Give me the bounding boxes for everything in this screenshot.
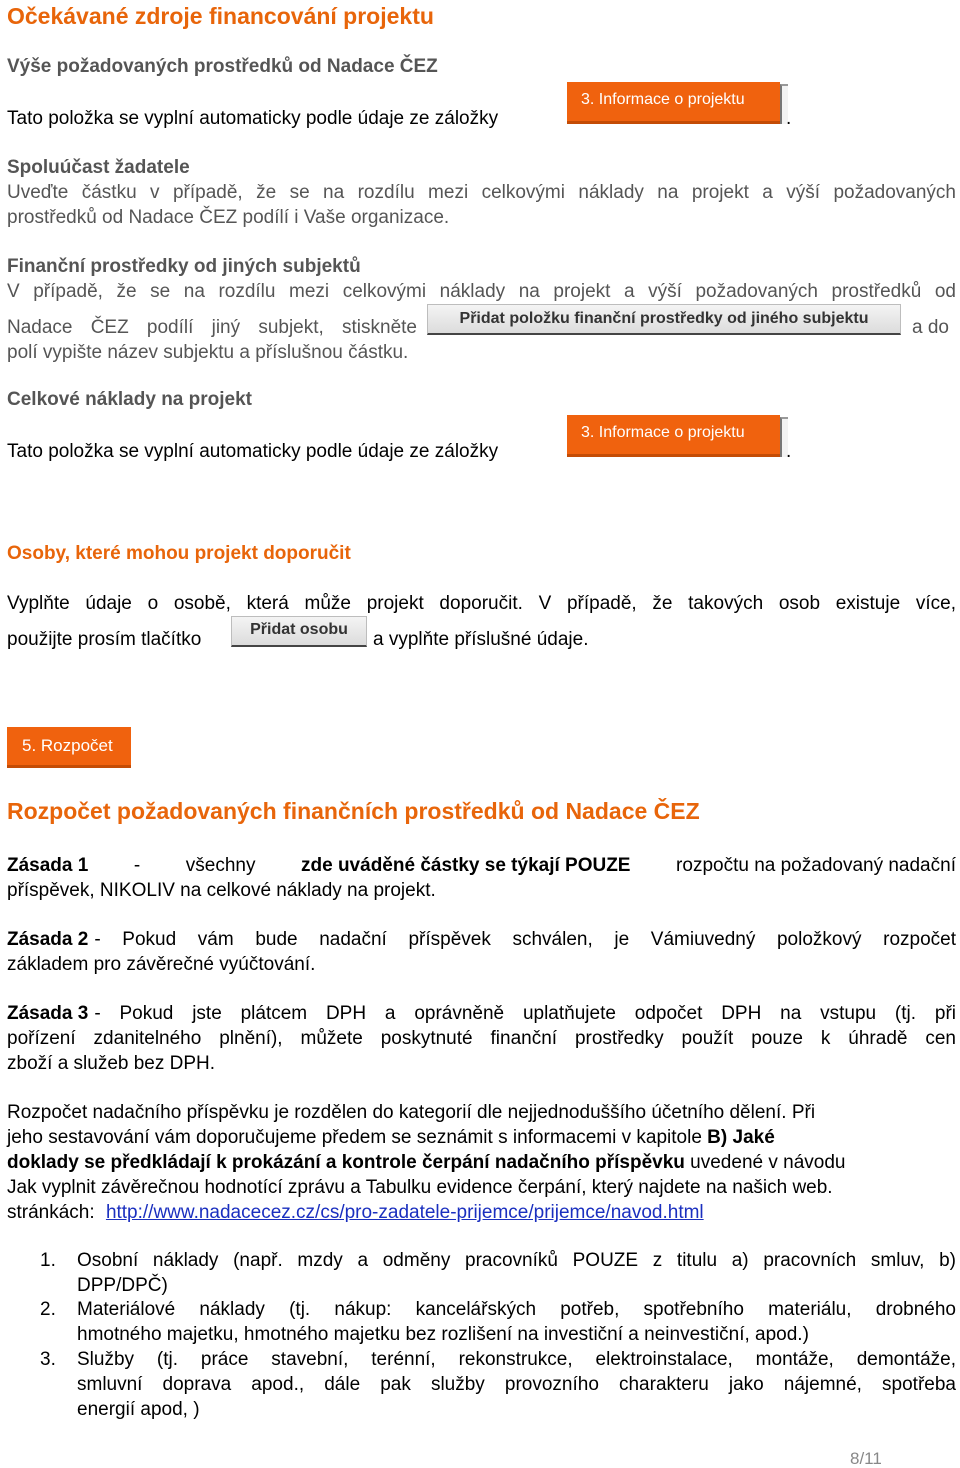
other-sources-line-1: V případě, že se na rozdílu mezi celkovými náklady na projekt a výší požadovaných prostředků od <box>7 281 956 302</box>
period-1: . <box>786 108 792 129</box>
rule-3-label: Zásada 3 <box>7 1003 89 1024</box>
budget-para-line-2-bold: B) Jaké <box>707 1127 775 1148</box>
rule-2-text: - Pokud vám bude nadační příspěvek schválen, je Vámiuvedný položkový rozpočet <box>94 929 956 950</box>
cofinance-line-1: Uveďte částku v případě, že se na rozdílu mezi celkovými náklady na projekt a výší požadovaných <box>7 182 956 203</box>
budget-para-line-5 <box>7 1200 704 1225</box>
list-item-1-line-2: DPP/DPČ) <box>77 1275 168 1296</box>
budget-para-line-3-bold: doklady se předkládají k prokázání a kontrole čerpání nadačního příspěvku <box>7 1152 685 1173</box>
budget-para-line-4: Jak vyplnit závěrečnou hodnotící zprávu a Tabulku evidence čerpání, který najdete na našich web. <box>7 1177 833 1198</box>
navod-link[interactable]: http://www.nadacecez.cz/cs/pro-zadatele-prijemce/prijemce/navod.html <box>105 1202 704 1223</box>
period-2: . <box>786 441 792 462</box>
requested-heading: Výše požadovaných prostředků od Nadace ČEZ <box>7 56 438 77</box>
rule-2-line-2: základem pro závěrečné vyúčtování. <box>7 954 316 975</box>
tab-rozpocet[interactable]: 5. Rozpočet <box>7 727 131 768</box>
rule-3-line-2: pořízení zdanitelného plnění), můžete poskytnuté finanční prostředky použít pouze k úhradě cen <box>7 1028 956 1049</box>
list-item-2-line-1: Materiálové náklady (tj. nákup: kancelářských potřeb, spotřebního materiálu, drobného <box>77 1299 956 1320</box>
recommenders-line-2: použijte prosím tlačítko <box>7 629 202 650</box>
rule-1-line-1 <box>7 853 956 878</box>
recommenders-line-1: Vyplňte údaje o osobě, která může projekt doporučit. V případě, že takových osob existuje více, <box>7 593 956 614</box>
budget-para-line-2-text: jeho sestavování vám doporučujeme předem se seznámit s informacemi v kapitole <box>7 1127 702 1148</box>
section-title-budget: Rozpočet požadovaných finančních prostředků od Nadace ČEZ <box>7 798 700 824</box>
rule-1-line-2: příspěvek, NIKOLIV na celkové náklady na projekt. <box>7 880 436 901</box>
tab-informace-o-projektu-2[interactable]: 3. Informace o projektu <box>567 415 780 457</box>
section-title-recommenders: Osoby, které mohou projekt doporučit <box>7 543 351 564</box>
budget-para-line-2 <box>7 1125 775 1150</box>
other-sources-heading: Finanční prostředky od jiných subjektů <box>7 256 361 277</box>
rule-1-text-a: všechny <box>185 855 256 876</box>
add-person-button[interactable]: Přidat osobu <box>231 616 367 647</box>
list-item-2-line-2: hmotného majetku, hmotného majetku bez rozlišení na investiční a neinvestiční, apod.) <box>77 1324 809 1345</box>
section-title-financing: Očekávané zdroje financování projektu <box>7 3 434 29</box>
recommenders-line-2-end: a vyplňte příslušné údaje. <box>373 629 589 650</box>
other-sources-line-2-end: a do <box>912 317 949 338</box>
rule-3-line-3: zboží a služeb bez DPH. <box>7 1053 216 1074</box>
page-number: 8/11 <box>850 1449 882 1468</box>
rule-2-line-1 <box>7 927 956 952</box>
rule-3-text: - Pokud jste plátcem DPH a oprávněně uplatňujete odpočet DPH na vstupu (tj. při <box>94 1003 956 1024</box>
other-sources-line-3: polí vypište název subjektu a příslušnou částku. <box>7 342 409 363</box>
list-item-3-line-3: energií apod, ) <box>77 1399 200 1420</box>
total-costs-heading: Celkové náklady na projekt <box>7 389 252 410</box>
budget-para-line-5-text: stránkách: <box>7 1202 95 1223</box>
list-item-3-line-2: smluvní doprava apod., dále pak služby provozního charakteru jako nájemné, spotřeba <box>77 1374 956 1395</box>
list-item-1-line-1: Osobní náklady (např. mzdy a odměny pracovníků POUZE z titulu a) pracovních smluv, b) <box>77 1250 956 1271</box>
rule-1-label: Zásada 1 <box>7 855 89 876</box>
tab-informace-o-projektu-1[interactable]: 3. Informace o projektu <box>567 82 780 124</box>
list-item-1-num: 1. <box>40 1250 56 1271</box>
rule-3-line-1 <box>7 1001 956 1026</box>
cofinance-line-2: prostředků od Nadace ČEZ podílí i Vaše organizace. <box>7 207 450 228</box>
rule-1-dash: - <box>133 855 141 876</box>
rule-1-text-c: rozpočtu na požadovaný nadační <box>676 855 956 876</box>
list-item-3-num: 3. <box>40 1349 56 1370</box>
budget-para-line-3 <box>7 1150 845 1175</box>
other-sources-line-2: Nadace ČEZ podílí jiný subjekt, stiskněte <box>7 317 417 338</box>
rule-2-label: Zásada 2 <box>7 929 89 950</box>
list-item-3-line-1: Služby (tj. práce stavební, terénní, rekonstrukce, elektroinstalace, montáže, demontáže, <box>77 1349 956 1370</box>
auto-fill-text-1: Tato položka se vyplní automaticky podle údaje ze záložky <box>7 108 499 129</box>
auto-fill-text-2: Tato položka se vyplní automaticky podle údaje ze záložky <box>7 441 499 462</box>
budget-para-line-3-text: uvedené v návodu <box>690 1152 846 1173</box>
rule-1-bold: zde uváděné částky se týkají POUZE <box>301 855 631 876</box>
add-other-funding-button[interactable]: Přidat položku finanční prostředky od jiného subjektu <box>427 304 901 335</box>
budget-para-line-1: Rozpočet nadačního příspěvku je rozdělen do kategorií dle nejjednoduššího účetního dělení. Při <box>7 1102 816 1123</box>
list-item-2-num: 2. <box>40 1299 56 1320</box>
cofinance-heading: Spoluúčast žadatele <box>7 157 190 178</box>
